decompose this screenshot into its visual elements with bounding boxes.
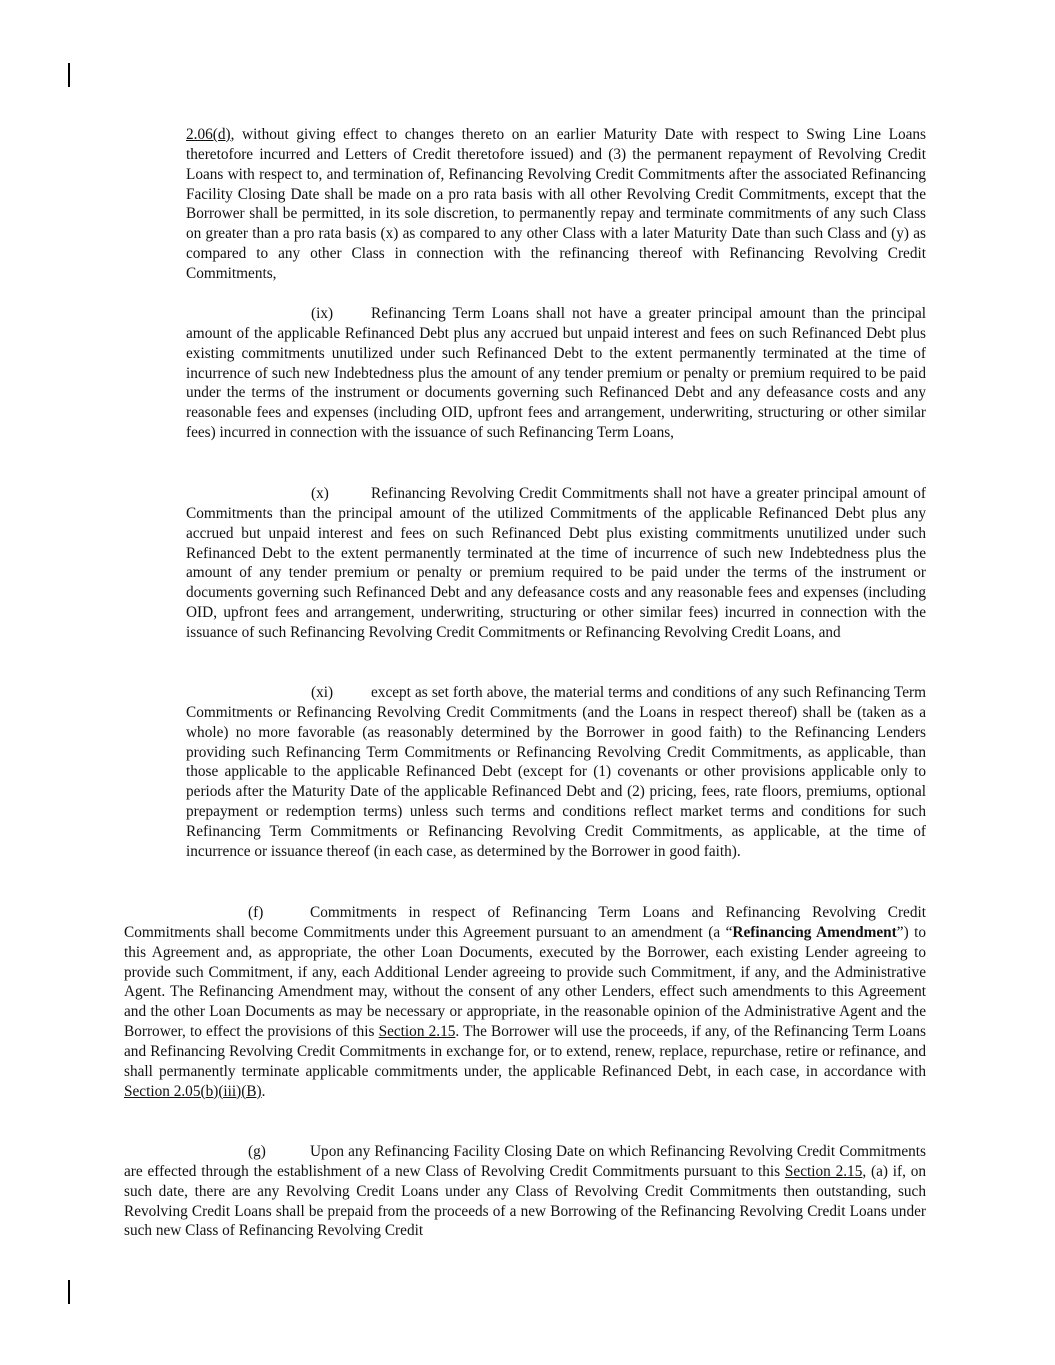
defined-term: Refinancing Amendment (732, 923, 897, 941)
clause-marker: (x) (311, 485, 329, 502)
clause-marker: (g) (248, 1143, 266, 1160)
clause-marker: (xi) (311, 684, 334, 701)
clause-marker: (f) (248, 904, 264, 921)
clause-xi (186, 683, 926, 862)
clause-text: , (a) if, on such date, there are any Revolving Credit Loans under any Class of Revolving Credit Commitments then outstanding, such Revolving Credit Loans shall be prepaid from the proceeds of a new Borrowing of the Refinancing Revolving Credit Loans under such new Class of Refinancing Revolving Credit (124, 1162, 926, 1240)
clause-text: Refinancing Term Loans shall not have a greater principal amount than the principal amount of the applicable Refinanced Debt plus any accrued but unpaid interest and fees on such Refinanced Debt plus existing commitments unutilized under such Refinanced Debt to the extent permanently terminated at the time of incurrence of such new Indebtedness plus the amount of any tender premium or penalty or premium required to be paid under the terms of the instrument or documents governing such Refinanced Debt and any defeasance costs and any reasonable fees and expenses (including OID, upfront fees and arrangement, underwriting, structuring or other similar fees) incurred in connection with the issuance of such Refinancing Term Loans, (186, 305, 926, 442)
clause-x (186, 484, 926, 643)
clause-text: Commitments in respect of Refinancing Term Loans and Refinancing Revolving Credit Commitments shall become Commitments under this Agreement pursuant to an amendment (a “ (124, 904, 926, 941)
clause-ix (186, 304, 926, 443)
clause-text: Refinancing Revolving Credit Commitments shall not have a greater principal amount of Commitments than the principal amount of the utilized Commitments of the applicable Refinanced Debt plus any accrued but unpaid interest and fees on such Refinanced Debt plus existing commitments unutilized under such Refinanced Debt to the extent permanently terminated at the time of incurrence of such new Indebtedness plus the amount of any tender premium or penalty or premium required to be paid under the terms of the instrument or documents governing such Refinanced Debt and any defeasance costs and any reasonable fees and expenses (including OID, upfront fees and arrangement, underwriting, structuring or other similar fees) incurred in connection with the issuance of such Refinancing Revolving Credit Commitments or Refinancing Revolving Credit Loans, and (186, 485, 926, 641)
paragraph-continued (186, 125, 926, 284)
margin-mark-bottom (68, 1280, 70, 1304)
section-reference: Section 2.15 (378, 1023, 456, 1041)
paragraph-text: , without giving effect to changes thereto on an earlier Maturity Date with respect to Swing Line Loans theretofore incurred and Letters of Credit theretofore issued) and (3) the permanent repayment of Revolving Credit Loans with respect to, and termination of, Refinancing Revolving Credit Commitments after the associated Refinancing Facility Closing Date shall be made on a pro rata basis with all other Revolving Credit Commitments, except that the Borrower shall be permitted, in its sole discretion, to permanently repay and terminate commitments of any such Class on greater than a pro rata basis (x) as compared to any other Class with a later Maturity Date than such Class and (y) as compared to any other Class in connection with the refinancing thereof with Refinancing Revolving Credit Commitments, (186, 126, 926, 282)
clause-f (124, 903, 926, 1101)
clause-text: Upon any Refinancing Facility Closing Date on which Refinancing Revolving Credit Commitments are effected through the establishment of a new Class of Revolving Credit Commitments pursuant to this (124, 1143, 926, 1180)
clause-g (124, 1142, 926, 1241)
section-reference: Section 2.05(b)(iii)(B) (124, 1082, 262, 1100)
clause-text: ”) to this Agreement and, as appropriate, the other Loan Documents, executed by the Borrower, each existing Lender agreeing to provide such Commitment, if any, each Additional Lender agreeing to provide such Commitment, if any, and the Administrative Agent. The Refinancing Amendment may, without the consent of any other Lenders, effect such amendments to this Agreement and the other Loan Documents as may be necessary or appropriate, in the reasonable opinion of the Administrative Agent and the Borrower, to effect the provisions of this (124, 923, 927, 1041)
section-reference: 2.06(d) (186, 126, 231, 143)
margin-mark-top (68, 63, 70, 87)
clause-marker: (ix) (311, 305, 334, 322)
clause-text: . (261, 1082, 266, 1100)
clause-text: except as set forth above, the material terms and conditions of any such Refinancing Term Commitments or Refinancing Revolving Credit Commitments (and the Loans in respect thereof) shall be (taken as a whole) no more favorable (as reasonably determined by the Borrower in good faith) to the Refinancing Lenders providing such Refinancing Term Commitments or Refinancing Revolving Credit Commitments, as applicable, than those applicable to the applicable Refinanced Debt (except for (1) covenants or other provisions applicable only to periods after the Maturity Date of the applicable Refinanced Debt and (2) pricing, fees, rate floors, premiums, optional prepayment or redemption terms) unless such terms and conditions reflect market terms and conditions for such Refinancing Term Commitments or Refinancing Revolving Credit Commitments, as applicable, at the time of incurrence or issuance thereof (in each case, as determined by the Borrower in good faith). (186, 684, 926, 860)
section-reference: Section 2.15 (784, 1162, 863, 1180)
clause-text: . The Borrower will use the proceeds, if any, of the Refinancing Term Loans and Refinancing Revolving Credit Commitments in exchange for, or to extend, renew, replace, repurchase, retire or refinance, and shall permanently terminate applicable commitments under, the applicable Refinanced Debt, in each case, in accordance with (124, 1023, 926, 1080)
